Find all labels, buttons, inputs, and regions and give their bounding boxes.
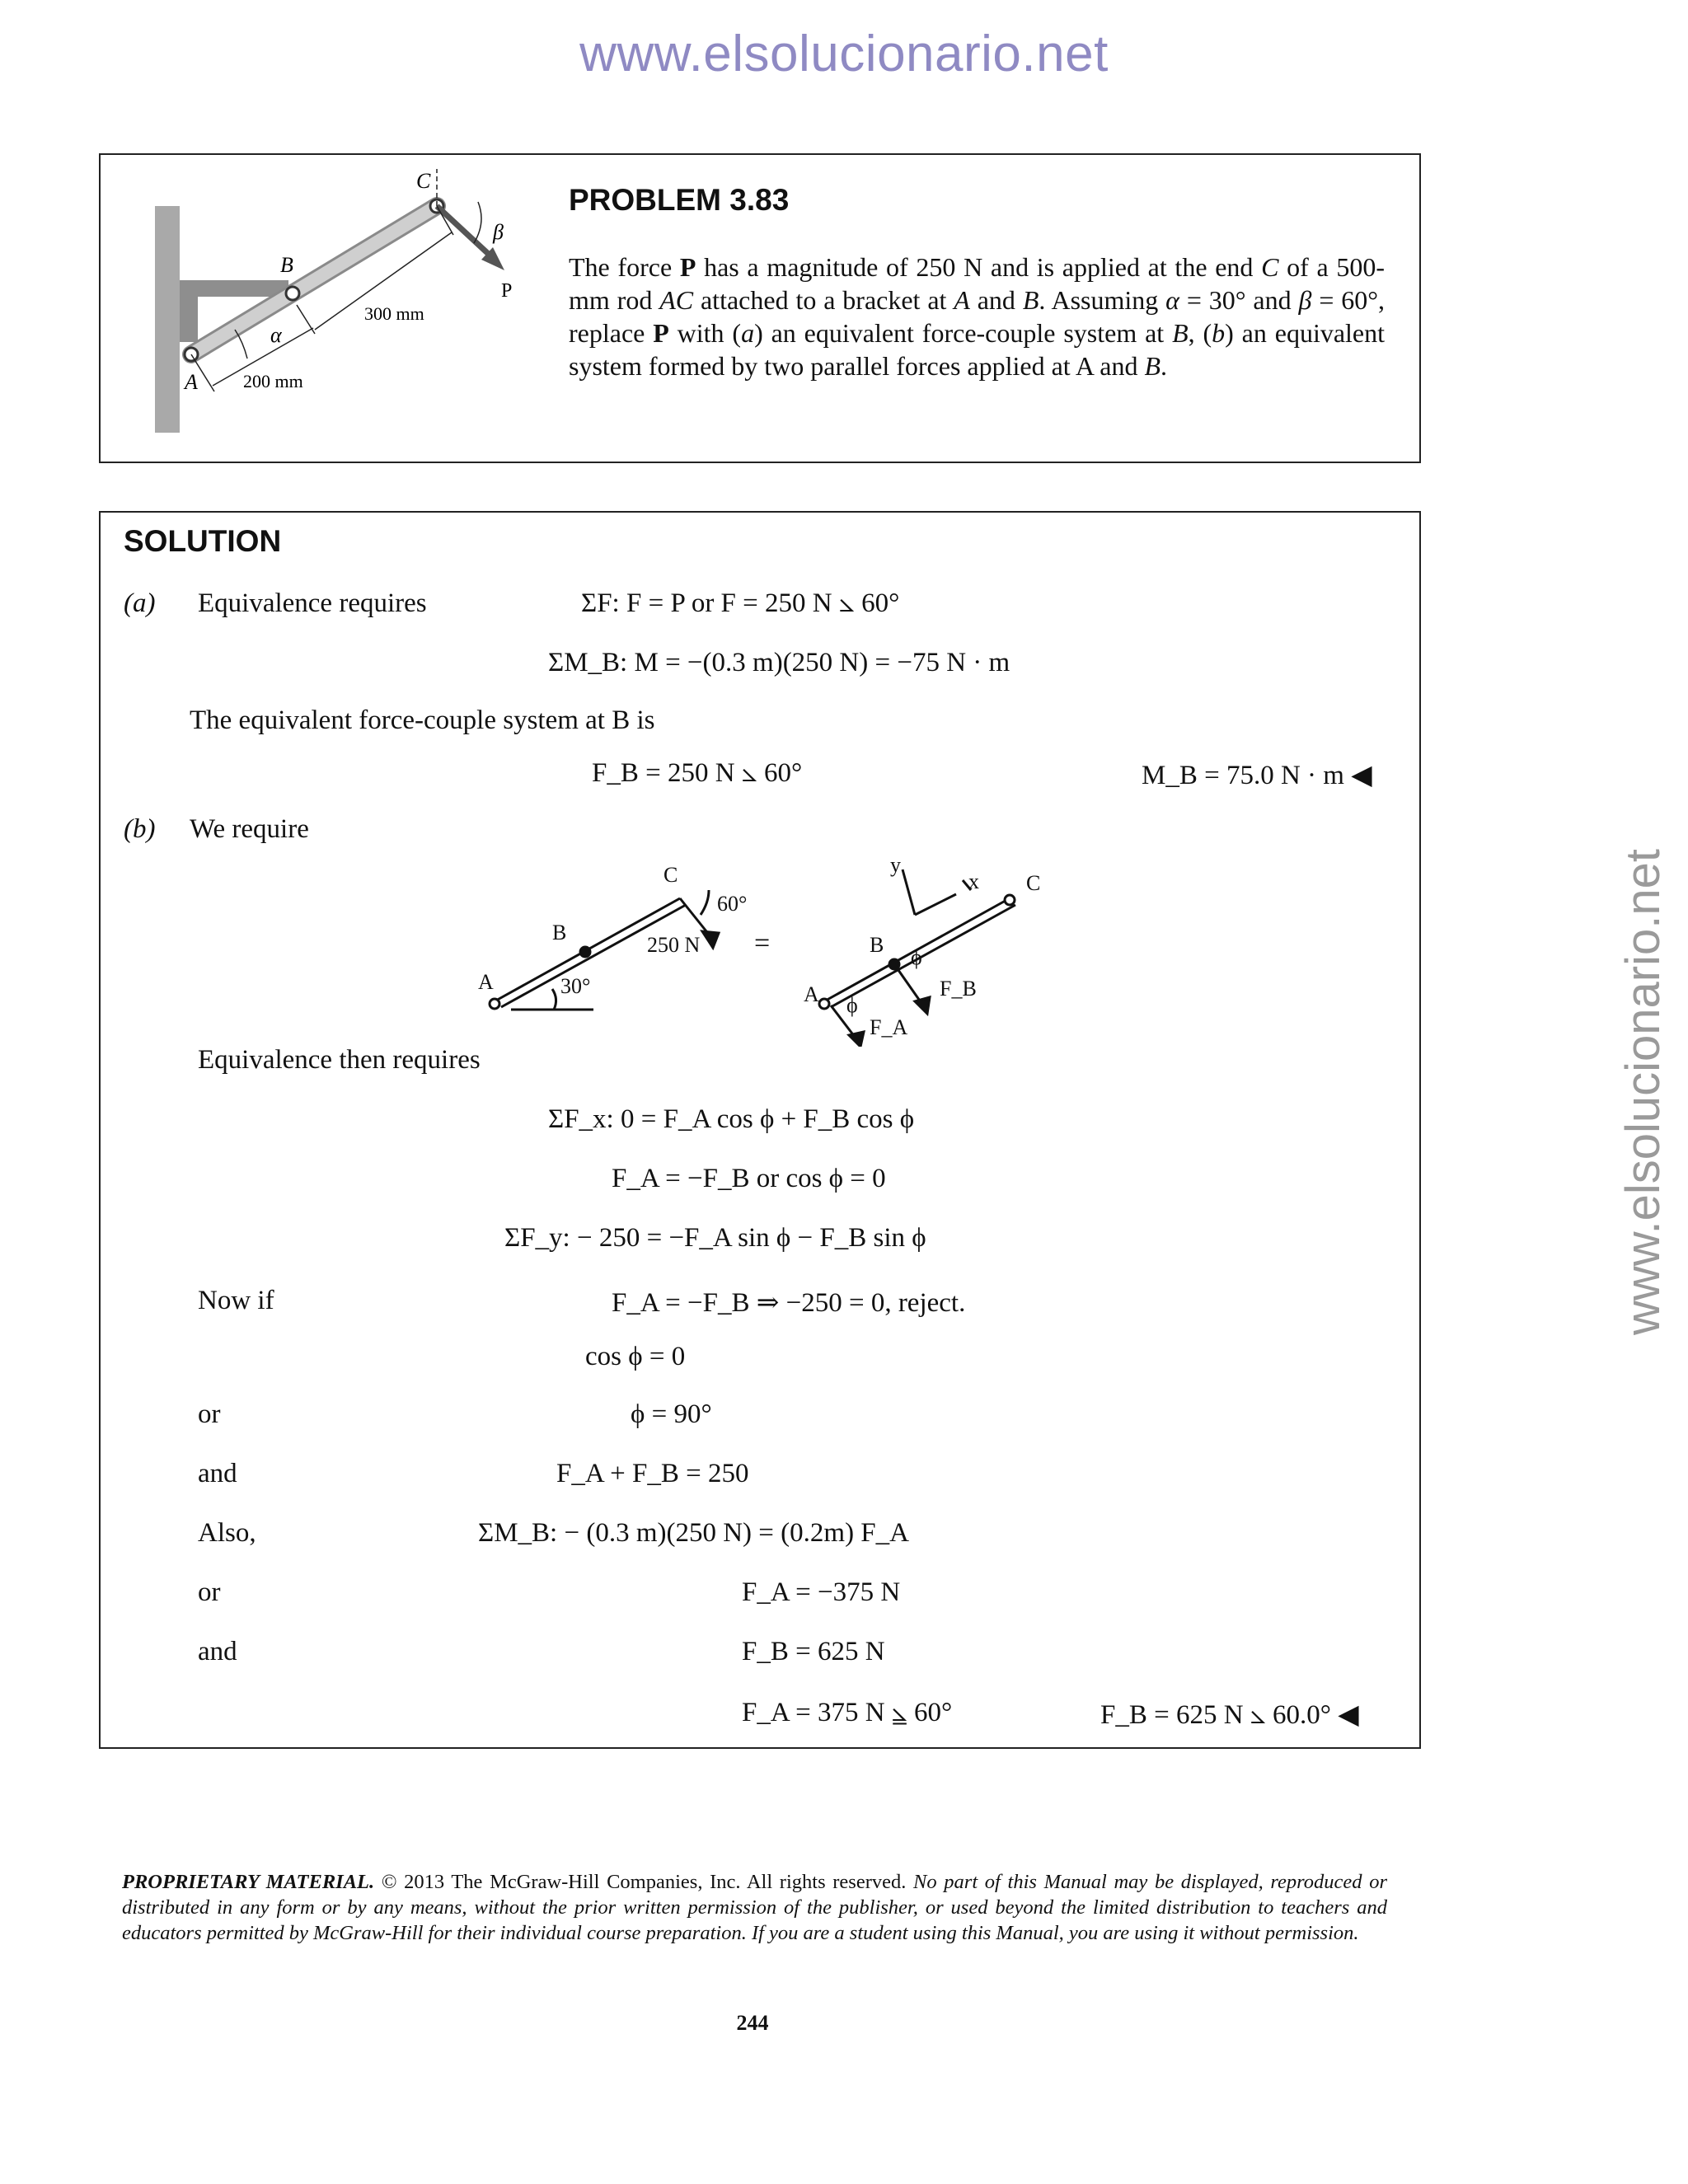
sketch-label-c: C: [663, 863, 678, 887]
solution-title: SOLUTION: [124, 524, 282, 558]
sketch-label-phi: ϕ: [911, 945, 922, 969]
equation-reject: F_A = −F_B ⇒ −250 = 0, reject.: [612, 1288, 966, 1318]
equivalent-system-text: The equivalent force-couple system at B is: [190, 705, 655, 735]
equation-sum-f: ΣF: F = P or F = 250 N ⦣ 60°: [581, 588, 900, 618]
sketch-label-b2: B: [870, 933, 884, 957]
part-b-label: (b): [124, 814, 156, 844]
equation-sum-fx: ΣF_x: 0 = F_A cos ϕ + F_B cos ϕ: [548, 1104, 915, 1134]
sketch-label-a: A: [478, 970, 494, 994]
label-c: C: [416, 169, 431, 193]
wall: [155, 206, 180, 433]
equation-fb-value: F_B = 625 N: [742, 1637, 885, 1666]
sketch-label-30: 30°: [560, 974, 591, 998]
watermark-side: www.elsolucionario.net: [1616, 849, 1670, 1335]
or-text-1: or: [198, 1399, 221, 1429]
equation-phi-90: ϕ = 90°: [631, 1399, 712, 1429]
sketch-equals: =: [754, 928, 771, 958]
sketch-label-y: y: [890, 853, 901, 877]
label-300mm: 300 mm: [364, 303, 424, 324]
final-fa: F_A = 375 N ⦥ 60°: [742, 1698, 953, 1727]
sketch-label-phi2: ϕ: [846, 993, 858, 1017]
problem-figure: [124, 165, 552, 445]
and-text-1: and: [198, 1459, 237, 1488]
sketch-label-fa: F_A: [870, 1015, 908, 1039]
force-p-arrow: [437, 206, 495, 260]
equation-fa-value: F_A = −375 N: [742, 1577, 901, 1607]
equation-sum-fy: ΣF_y: − 250 = −F_A sin ϕ − F_B sin ϕ: [504, 1223, 926, 1253]
final-fb: F_B = 625 N ⦣ 60.0° ◀: [1100, 1700, 1359, 1730]
hand-sketch: [462, 849, 1055, 1047]
sketch-label-x: x: [968, 869, 979, 893]
result-mb: M_B = 75.0 N · m ◀: [1142, 761, 1372, 790]
footer-notice: PROPRIETARY MATERIAL. © 2013 The McGraw-Hill Companies, Inc. All rights reserved. No part of this Manual may be displayed, reproduced or distributed in any form or by any means, without the prior written permission of the publisher, or used beyond the limited distribution to teachers and educators permitted by McGraw-Hill for their individual course preparation. If you are a student using this Manual, you are using it without permission.: [122, 1871, 1387, 1944]
and-text-2: and: [198, 1637, 237, 1666]
equation-fa-neg-fb: F_A = −F_B or cos ϕ = 0: [612, 1164, 886, 1193]
label-a: A: [185, 370, 198, 394]
label-alpha: α: [270, 323, 282, 347]
watermark-top[interactable]: www.elsolucionario.net: [579, 26, 1109, 82]
pin-b: [286, 287, 299, 300]
or-text-2: or: [198, 1577, 221, 1607]
sketch-label-a2: A: [804, 982, 819, 1006]
part-a-text: Equivalence requires: [198, 588, 427, 618]
equation-moment-b: ΣM_B: M = −(0.3 m)(250 N) = −75 N · m: [548, 648, 1010, 677]
label-200mm: 200 mm: [243, 371, 303, 391]
sketch-label-fb: F_B: [940, 977, 977, 1001]
label-beta: β: [493, 220, 504, 244]
sketch-label-250n: 250 N: [647, 933, 701, 957]
label-p: P: [501, 280, 513, 302]
equation-moment-b-2: ΣM_B: − (0.3 m)(250 N) = (0.2m) F_A: [478, 1518, 909, 1548]
problem-title: PROBLEM 3.83: [569, 183, 790, 217]
equivalence-then-text: Equivalence then requires: [198, 1045, 481, 1075]
sketch-label-b: B: [552, 921, 567, 944]
label-b: B: [280, 253, 293, 277]
equation-fa-plus-fb: F_A + F_B = 250: [556, 1459, 749, 1488]
also-text: Also,: [198, 1518, 256, 1548]
page-number: 244: [736, 2011, 769, 2035]
sketch-label-60: 60°: [717, 892, 748, 916]
problem-text: The force P has a magnitude of 250 N and is applied at the end C of a 500-mm rod AC attached to a bracket at A and B. Assuming α = 30° and β = 60°, replace P with (a) an equivalent force-couple system at B, (b) an equivalent system formed by two parallel forces applied at A and B.: [569, 252, 1386, 381]
now-if-text: Now if: [198, 1286, 274, 1315]
part-b-text: We require: [190, 814, 309, 844]
equation-cos-phi: cos ϕ = 0: [585, 1342, 686, 1371]
sketch-label-c2: C: [1026, 871, 1041, 895]
result-fb: F_B = 250 N ⦣ 60°: [592, 758, 803, 788]
part-a-label: (a): [124, 588, 156, 618]
